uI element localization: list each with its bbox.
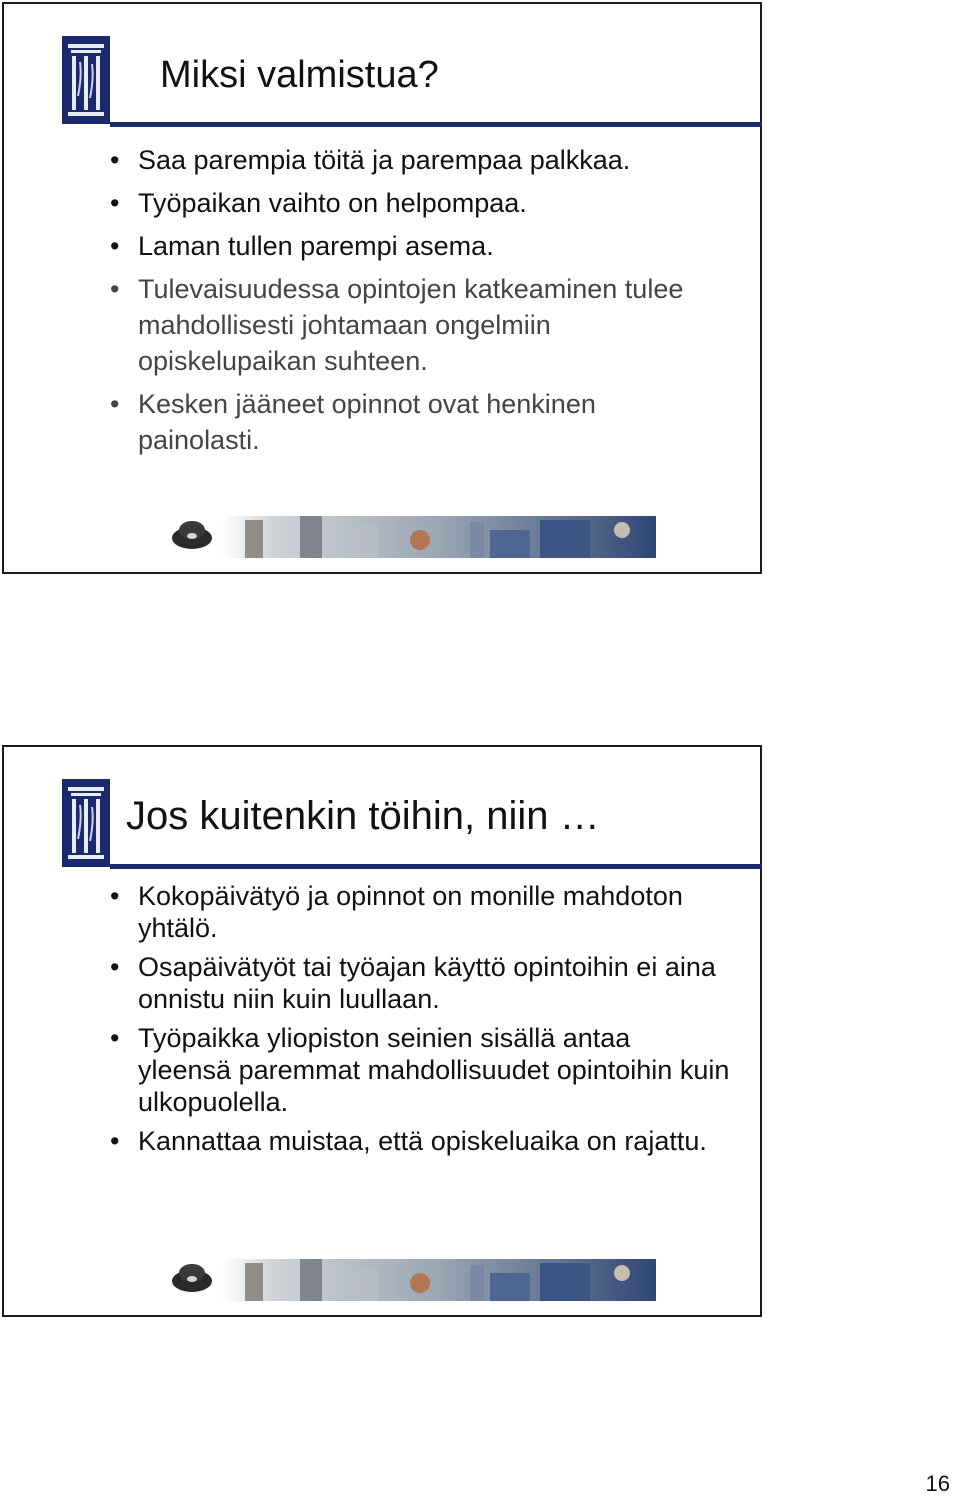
graduation-hat-icon [172, 1264, 212, 1292]
page-number: 16 [925, 1471, 950, 1496]
photo-collage-strip [170, 1255, 656, 1303]
bullet-item: • Saa parempia töitä ja parempaa palkkaa. [110, 142, 710, 178]
bullet-item: • Työpaikka yliopiston seinien sisällä antaa yleensä paremmat mahdollisuudet opintoihin kuin ulkopuolella. [110, 1022, 730, 1118]
slide-title: Miksi valmistua? [160, 54, 439, 96]
bullet-item: • Osapäivätyöt tai työajan käyttö opintoihin ei aina onnistu niin kuin luullaan. [110, 951, 730, 1015]
pillar-logo-icon [62, 36, 110, 124]
slide-1 [2, 2, 762, 574]
bullet-item: • Kannattaa muistaa, että opiskeluaika on rajattu. [110, 1125, 730, 1157]
bullet-item: • Laman tullen parempi asema. [110, 228, 710, 264]
bullet-item: • Kokopäivätyö ja opinnot on monille mahdoton yhtälö. [110, 880, 730, 944]
slide-2 [2, 745, 762, 1317]
bullet-item: • Tulevaisuudessa opintojen katkeaminen tulee mahdollisesti johtamaan ongelmiin opiskelupaikan suhteen. [110, 271, 710, 379]
pillar-logo-icon [62, 779, 110, 867]
photo-collage-strip [170, 512, 656, 560]
bullet-item: • Kesken jääneet opinnot ovat henkinen painolasti. [110, 386, 710, 458]
title-rule [110, 122, 762, 127]
graduation-hat-icon [172, 521, 212, 549]
bullet-item: • Työpaikan vaihto on helpompaa. [110, 185, 710, 221]
slide-title: Jos kuitenkin töihin, niin … [126, 794, 600, 838]
bullet-list [110, 142, 710, 465]
bullet-list [110, 880, 730, 1164]
title-rule [110, 864, 762, 869]
